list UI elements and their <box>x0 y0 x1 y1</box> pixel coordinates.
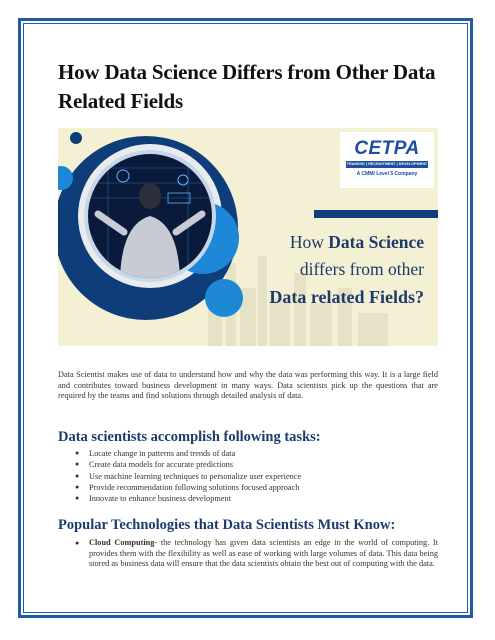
cetpa-logo <box>340 132 434 188</box>
list-item-text: Innovate to enhance business development <box>89 494 231 504</box>
tasks-heading: Data scientists accomplish following tasks: <box>58 429 321 445</box>
banner-image <box>58 128 438 346</box>
list-item <box>58 459 438 470</box>
bullet-icon: ● <box>75 539 80 547</box>
bullet-icon: ● <box>75 460 80 469</box>
list-item-text: Locate change in patterns and trends of data <box>89 449 236 458</box>
list-item <box>58 538 438 570</box>
list-item-text: Use machine learning techniques to personalize user experience <box>89 471 302 481</box>
banner-line-1-strong: Data Science <box>328 232 424 252</box>
technologies-list <box>58 538 438 570</box>
logo-bar: TRAINING | RECRUITMENT | DEVELOPMENT <box>346 162 428 166</box>
bullet-icon: ● <box>75 482 80 491</box>
bullet-icon: ● <box>75 449 80 457</box>
bullet-icon: ● <box>75 494 80 503</box>
list-item <box>58 471 438 482</box>
banner-line-1 <box>290 229 424 255</box>
list-item <box>58 482 438 493</box>
banner-line-2: differs from other <box>299 259 424 279</box>
list-item-text: Create data models for accurate predictions <box>89 460 233 470</box>
technology-description: the technology has given data scientists an edge in the world of computing. It provides them with the flexibility as well as ease of working with large volumes of data. This data being stored as business data will ensure that the data scientists obtain the best out of computing with the data. <box>89 538 438 569</box>
tiny-circle-left <box>70 132 82 144</box>
list-item <box>58 448 438 459</box>
banner-line-3: Data related Fields? <box>269 287 424 307</box>
page-title: How Data Science Differs from Other Data Related Fields <box>58 60 436 113</box>
technologies-heading: Popular Technologies that Data Scientists Must Know: <box>58 517 396 533</box>
logo-wordmark: CETPA <box>354 138 420 159</box>
tasks-list <box>58 448 438 504</box>
banner-line-1-pre: How <box>289 232 329 252</box>
list-item-text: Provide recommendation following solutions focused approach <box>89 482 300 492</box>
list-item <box>58 493 438 504</box>
accent-bar <box>314 210 438 218</box>
intro-paragraph: Data Scientist makes use of data to understand how and why the data was performing this way. It is a large field and contributes toward business development in many ways. Data scientists pick up the questions that are required by the teams and find solutions through detailed analysis of data. <box>58 370 438 400</box>
technology-name: Cloud Computing- <box>89 538 158 547</box>
title-block <box>58 58 438 116</box>
logo-tagline: A CMMI Level 5 Company <box>356 171 418 177</box>
small-circle-bottom <box>205 279 243 317</box>
bullet-icon: ● <box>75 471 80 480</box>
